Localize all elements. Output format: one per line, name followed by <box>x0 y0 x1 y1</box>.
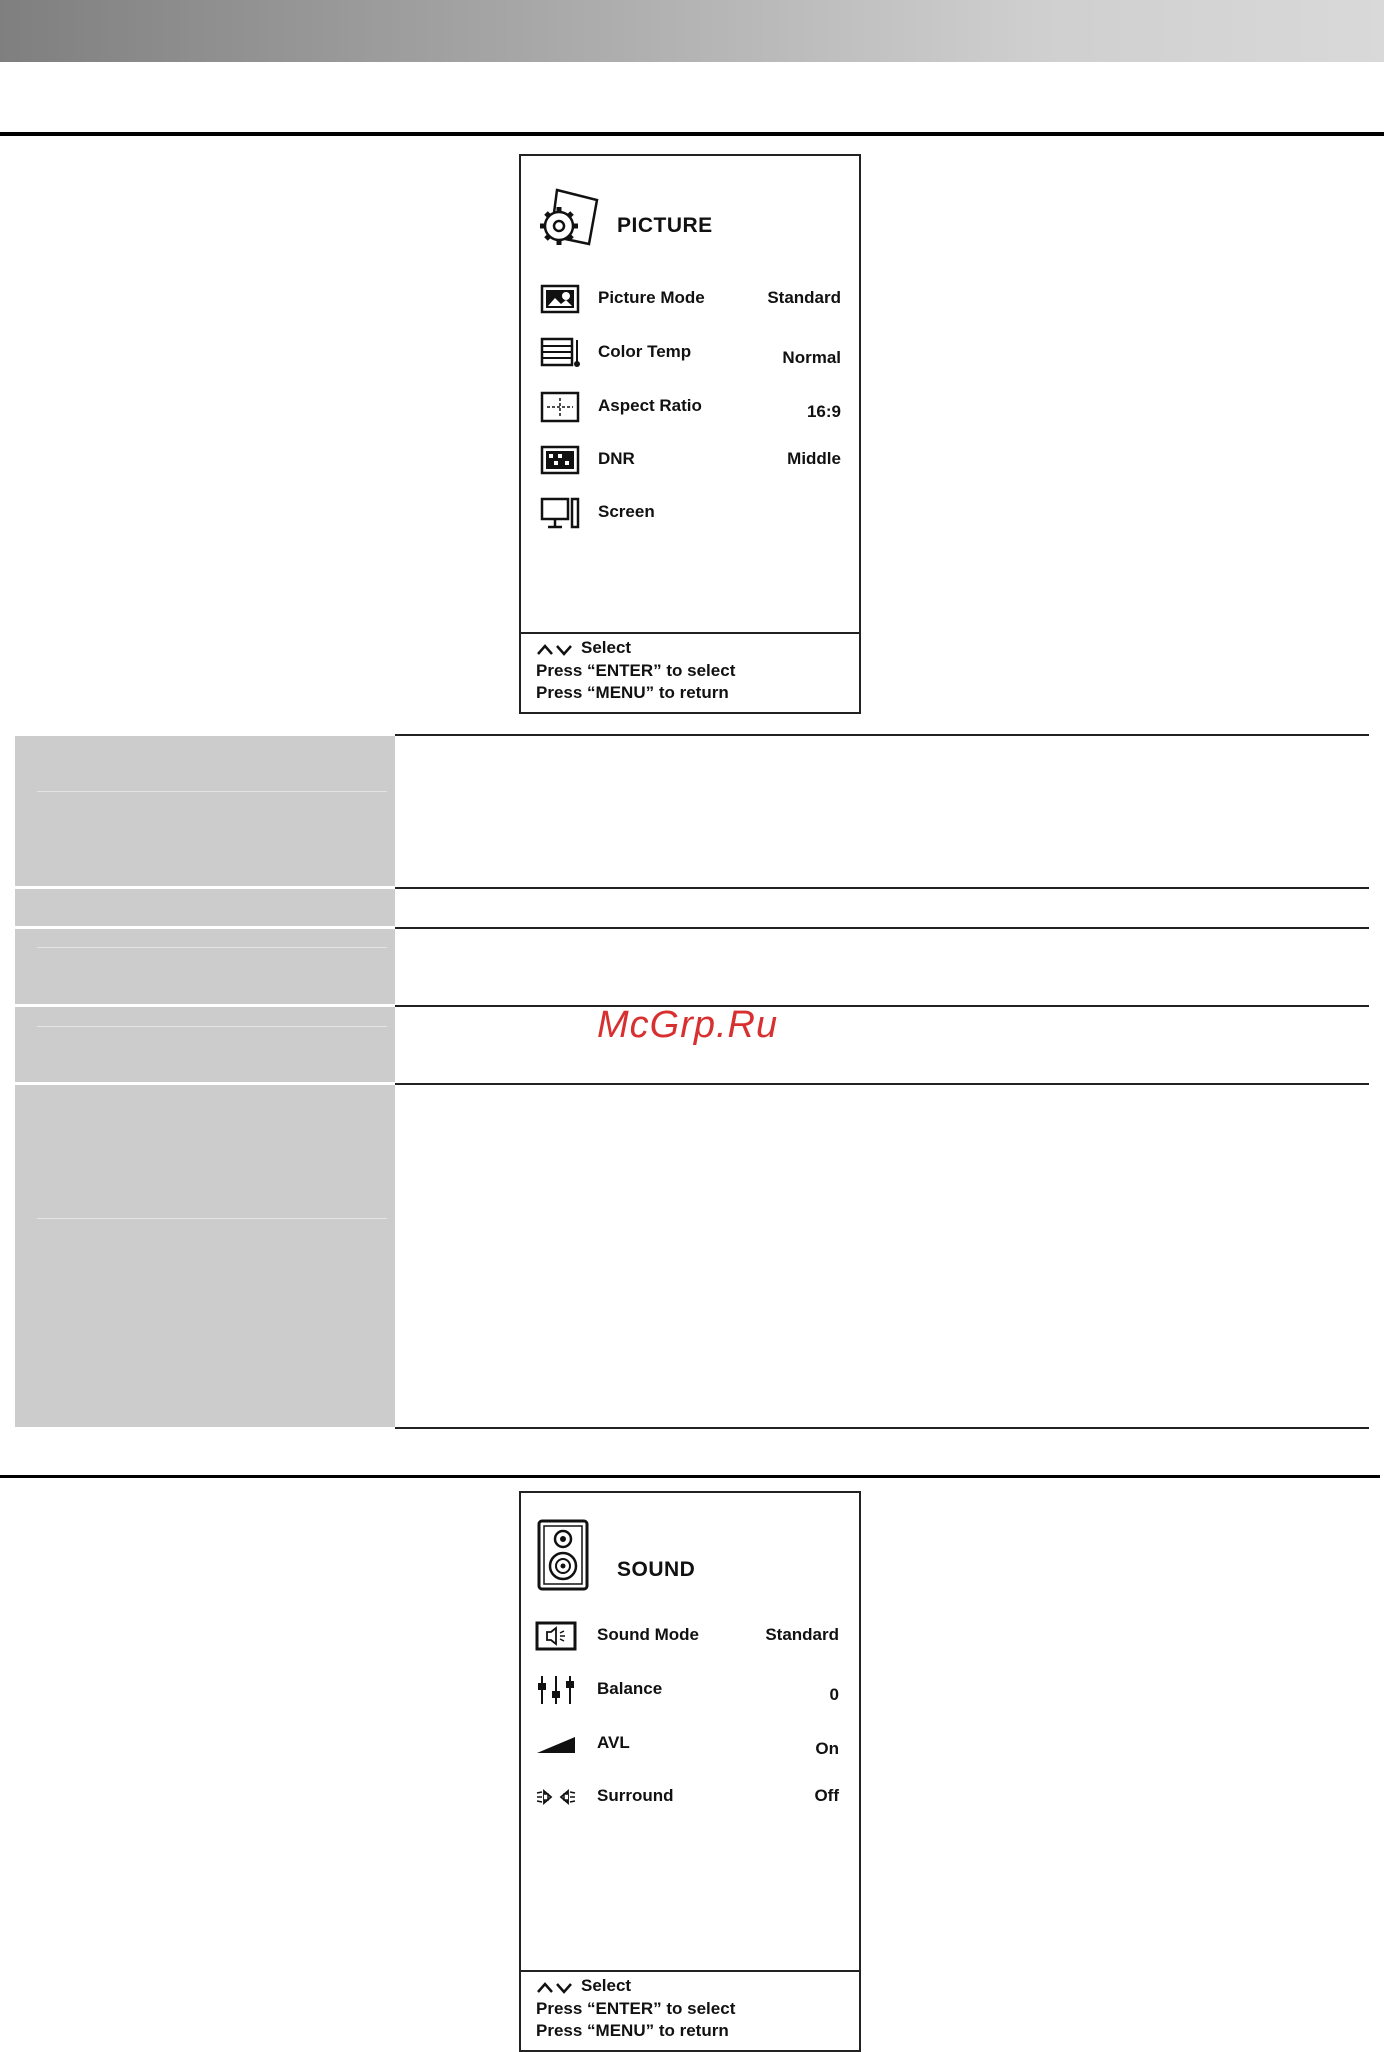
cell-divider <box>37 947 387 948</box>
speaker-icon <box>537 1519 589 1591</box>
menu-item-avl[interactable] <box>521 1727 859 1763</box>
table-label-cell <box>15 1085 395 1427</box>
footer-enter-hint: Press “ENTER” to select <box>536 1999 736 2018</box>
section-divider-top <box>0 132 1384 136</box>
menu-item-value: Off <box>814 1786 839 1805</box>
sound-menu-panel <box>519 1491 861 2052</box>
sound-mode-icon <box>535 1619 577 1653</box>
menu-item-label: AVL <box>597 1733 630 1752</box>
menu-item-screen[interactable] <box>521 496 859 532</box>
menu-item-value: 16:9 <box>806 402 841 421</box>
up-down-arrows-icon <box>536 642 576 656</box>
balance-icon <box>535 1673 577 1707</box>
menu-item-value: Normal <box>782 348 841 367</box>
picture-menu-title: PICTURE <box>617 214 713 237</box>
table-rule <box>395 1005 1369 1007</box>
table-label-cell <box>15 889 395 926</box>
menu-item-label: Surround <box>597 1786 674 1805</box>
footer-select-hint: Select <box>581 1976 632 1995</box>
menu-item-picture-mode[interactable] <box>521 282 859 318</box>
cell-divider <box>37 1026 387 1027</box>
cell-divider <box>37 791 387 792</box>
cell-divider <box>37 1218 387 1219</box>
up-down-arrows-icon <box>536 1980 576 1994</box>
dnr-icon <box>539 443 581 477</box>
header-band <box>0 0 1384 62</box>
picture-menu-panel <box>519 154 861 714</box>
section-divider-middle <box>0 1475 1380 1478</box>
menu-item-dnr[interactable] <box>521 443 859 479</box>
sound-menu-title: SOUND <box>617 1558 696 1581</box>
menu-item-value: Standard <box>765 1625 839 1644</box>
menu-item-label: Color Temp <box>598 342 692 361</box>
menu-item-value: On <box>815 1739 839 1758</box>
table-label-cell <box>15 1007 395 1082</box>
menu-item-balance[interactable] <box>521 1673 859 1709</box>
footer-menu-hint: Press “MENU” to return <box>536 2021 729 2040</box>
menu-item-label: Picture Mode <box>598 288 705 307</box>
table-rule <box>395 927 1369 929</box>
menu-item-color-temp[interactable] <box>521 336 859 372</box>
table-rule <box>395 734 1369 736</box>
footer-select-hint: Select <box>581 638 632 657</box>
picture-menu-footer <box>521 632 859 712</box>
aspect-ratio-icon <box>539 390 581 424</box>
sound-menu-footer <box>521 1970 859 2050</box>
menu-item-sound-mode[interactable] <box>521 1619 859 1655</box>
menu-item-label: DNR <box>598 449 635 468</box>
watermark-text: McGrp.Ru <box>597 1004 779 1046</box>
table-label-cell <box>15 929 395 1004</box>
menu-item-value: Middle <box>787 449 841 468</box>
table-rule <box>395 1427 1369 1429</box>
table-label-cell <box>15 736 395 886</box>
surround-icon <box>535 1780 577 1814</box>
menu-item-label: Balance <box>597 1679 663 1698</box>
footer-menu-hint: Press “MENU” to return <box>536 683 729 702</box>
table-rule <box>395 887 1369 889</box>
menu-item-label: Aspect Ratio <box>598 396 702 415</box>
picture-settings-icon <box>535 184 601 250</box>
menu-item-surround[interactable] <box>521 1780 859 1816</box>
picture-mode-icon <box>539 282 581 316</box>
color-temp-icon <box>539 336 581 370</box>
table-rule <box>395 1083 1369 1085</box>
avl-icon <box>535 1727 577 1761</box>
menu-item-value: Standard <box>767 288 841 307</box>
menu-item-aspect-ratio[interactable] <box>521 390 859 426</box>
footer-enter-hint: Press “ENTER” to select <box>536 661 736 680</box>
menu-item-label: Sound Mode <box>597 1625 699 1644</box>
menu-item-label: Screen <box>598 502 655 521</box>
menu-item-value: 0 <box>829 1685 839 1704</box>
screen-icon <box>539 496 581 530</box>
